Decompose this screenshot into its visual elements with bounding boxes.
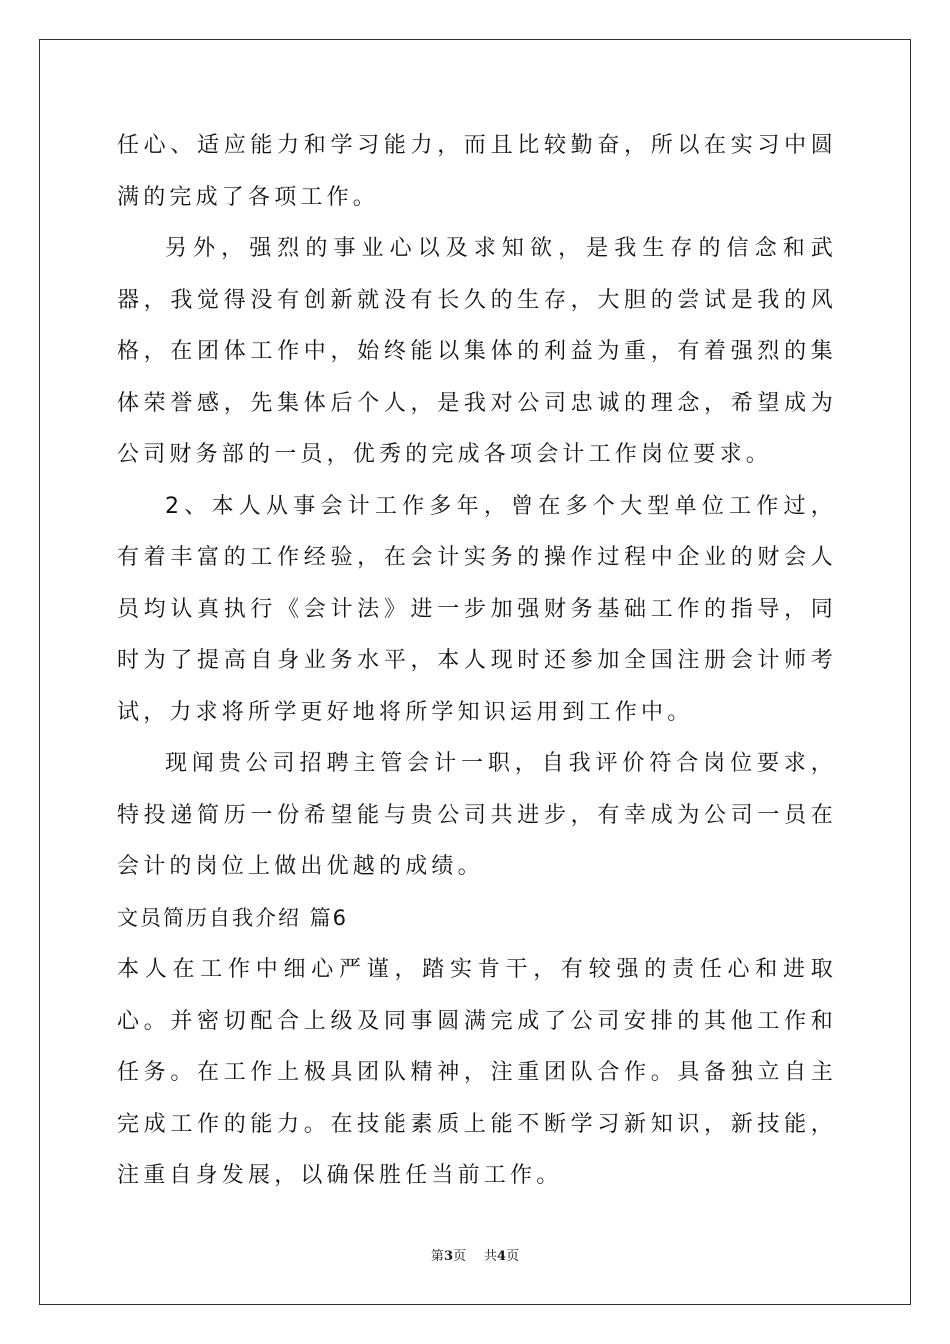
page-current: 3 <box>443 1249 453 1264</box>
paragraph-experience: 2、本人从事会计工作多年，曾在多个大型单位工作过，有着丰富的工作经验，在会计实务的操作过程中企业的财会人员均认真执行《会计法》进一步加强财务基础工作的指导，同时为了提高自身业务水平，本人现时还参加全国注册会计师考试，力求将所学更好地将所学知识运用到工作中。 <box>117 493 837 725</box>
paragraph-ambition: 另外，强烈的事业心以及求知欲，是我生存的信念和武器，我觉得没有创新就没有长久的生存，大胆的尝试是我的风格，在团体工作中，始终能以集体的利益为重，有着强烈的集体荣誉感，先集体后个人，是我对公司忠诚的理念，希望成为公司财务部的一员，优秀的完成各项会计工作岗位要求。 <box>117 236 837 467</box>
page-prefix: 第 <box>430 1249 444 1264</box>
page-suffix: 页 <box>452 1249 466 1264</box>
page-total: 4 <box>497 1249 507 1264</box>
paragraph-section-6: 本人在工作中细心严谨，踏实肯干，有较强的责任心和进取心。并密切配合上级及同事圆满完成了公司安排的其他工作和任务。在工作上极具团队精神，注重团队合作。具备独立自主完成工作的能力。在技能素质上能不断学习新知识，新技能，注重自身发展，以确保胜任当前工作。 <box>117 957 837 1188</box>
section-heading: 文员简历自我介绍 篇6 <box>117 905 349 930</box>
total-prefix: 共 <box>484 1249 498 1264</box>
document-body <box>117 120 837 1202</box>
paragraph-continuation: 任心、适应能力和学习能力，而且比较勤奋，所以在实习中圆满的完成了各项工作。 <box>117 133 837 210</box>
total-suffix: 页 <box>506 1249 520 1264</box>
page-footer <box>0 1245 950 1264</box>
paragraph-application: 现闻贵公司招聘主管会计一职，自我评价符合岗位要求，特投递简历一份希望能与贵公司共进步，有幸成为公司一员在会计的岗位上做出优越的成绩。 <box>117 751 837 879</box>
